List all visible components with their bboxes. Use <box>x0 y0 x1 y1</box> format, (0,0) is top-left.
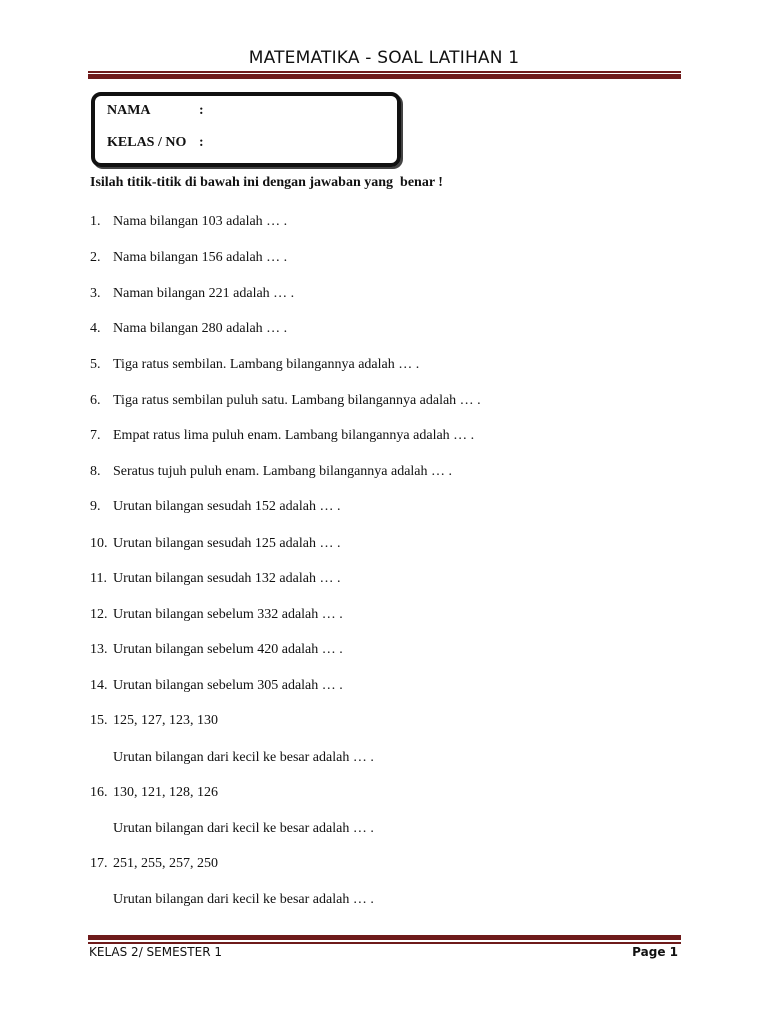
question-number: 7. <box>90 428 101 443</box>
question-number: 1. <box>90 214 101 229</box>
question-item <box>90 785 218 801</box>
question-text: Nama bilangan 103 adalah … . <box>113 214 288 229</box>
question-item <box>90 428 474 444</box>
question-item <box>90 321 287 337</box>
question-item <box>90 250 287 266</box>
question-number: 17. <box>90 856 108 871</box>
question-text: Urutan bilangan sebelum 332 adalah … . <box>113 607 343 622</box>
question-item <box>90 856 218 872</box>
question-text: Nama bilangan 280 adalah … . <box>113 321 288 336</box>
question-number: 5. <box>90 357 101 372</box>
name-row <box>107 103 204 119</box>
question-item <box>90 678 343 694</box>
name-colon: : <box>199 103 204 118</box>
question-number: 14. <box>90 678 108 693</box>
question-text: Urutan bilangan sebelum 305 adalah … . <box>113 678 343 693</box>
question-item <box>90 571 340 587</box>
question-number: 11. <box>90 571 107 586</box>
question-text: Urutan bilangan sesudah 152 adalah … . <box>113 499 341 514</box>
instruction-text: Isilah titik-titik di bawah ini dengan jawaban yang benar ! <box>90 175 443 190</box>
question-item <box>90 286 294 302</box>
question-number: 10. <box>90 536 108 551</box>
class-colon: : <box>199 135 204 150</box>
question-text: 125, 127, 123, 130 <box>113 713 218 728</box>
class-label: KELAS / NO <box>107 135 187 150</box>
question-text: Urutan bilangan sebelum 420 adalah … . <box>113 642 343 657</box>
question-item <box>90 214 287 230</box>
question-number: 3. <box>90 286 101 301</box>
question-text: 130, 121, 128, 126 <box>113 785 218 800</box>
header-divider-thick <box>88 74 681 79</box>
question-subtext: Urutan bilangan dari kecil ke besar adalah … . <box>113 750 374 765</box>
question-number: 4. <box>90 321 101 336</box>
question-number: 6. <box>90 393 101 408</box>
question-text: Naman bilangan 221 adalah … . <box>113 286 295 301</box>
question-number: 8. <box>90 464 101 479</box>
question-text: 251, 255, 257, 250 <box>113 856 218 871</box>
question-item <box>90 536 340 552</box>
question-text: Nama bilangan 156 adalah … . <box>113 250 288 265</box>
question-text: Seratus tujuh puluh enam. Lambang bilangannya adalah … . <box>113 464 453 479</box>
question-subtext: Urutan bilangan dari kecil ke besar adalah … . <box>113 821 374 836</box>
question-number: 13. <box>90 642 108 657</box>
page-title: MATEMATIKA - SOAL LATIHAN 1 <box>248 48 520 68</box>
class-row <box>107 135 204 151</box>
question-subtext: Urutan bilangan dari kecil ke besar adalah … . <box>113 892 374 907</box>
question-item <box>90 393 481 409</box>
question-text: Empat ratus lima puluh enam. Lambang bilangannya adalah … . <box>113 428 475 443</box>
question-text: Urutan bilangan sesudah 125 adalah … . <box>113 536 341 551</box>
footer-class-semester: KELAS 2/ SEMESTER 1 <box>89 945 222 959</box>
question-number: 16. <box>90 785 108 800</box>
question-text: Urutan bilangan sesudah 132 adalah … . <box>113 571 341 586</box>
question-item <box>90 464 452 480</box>
footer-page-number: Page 1 <box>632 945 678 959</box>
footer-divider-thin <box>88 942 681 944</box>
question-text: Tiga ratus sembilan. Lambang bilangannya adalah … . <box>113 357 420 372</box>
header-divider-thin <box>88 71 681 73</box>
question-number: 12. <box>90 607 108 622</box>
question-number: 15. <box>90 713 108 728</box>
question-text: Tiga ratus sembilan puluh satu. Lambang bilangannya adalah … . <box>113 393 481 408</box>
name-label: NAMA <box>107 103 151 118</box>
question-item <box>90 713 218 729</box>
footer-divider-thick <box>88 935 681 940</box>
question-item <box>90 642 343 658</box>
question-item <box>90 357 419 373</box>
question-number: 2. <box>90 250 101 265</box>
question-item <box>90 607 343 623</box>
student-id-box <box>91 92 401 167</box>
question-number: 9. <box>90 499 101 514</box>
question-item <box>90 499 340 515</box>
